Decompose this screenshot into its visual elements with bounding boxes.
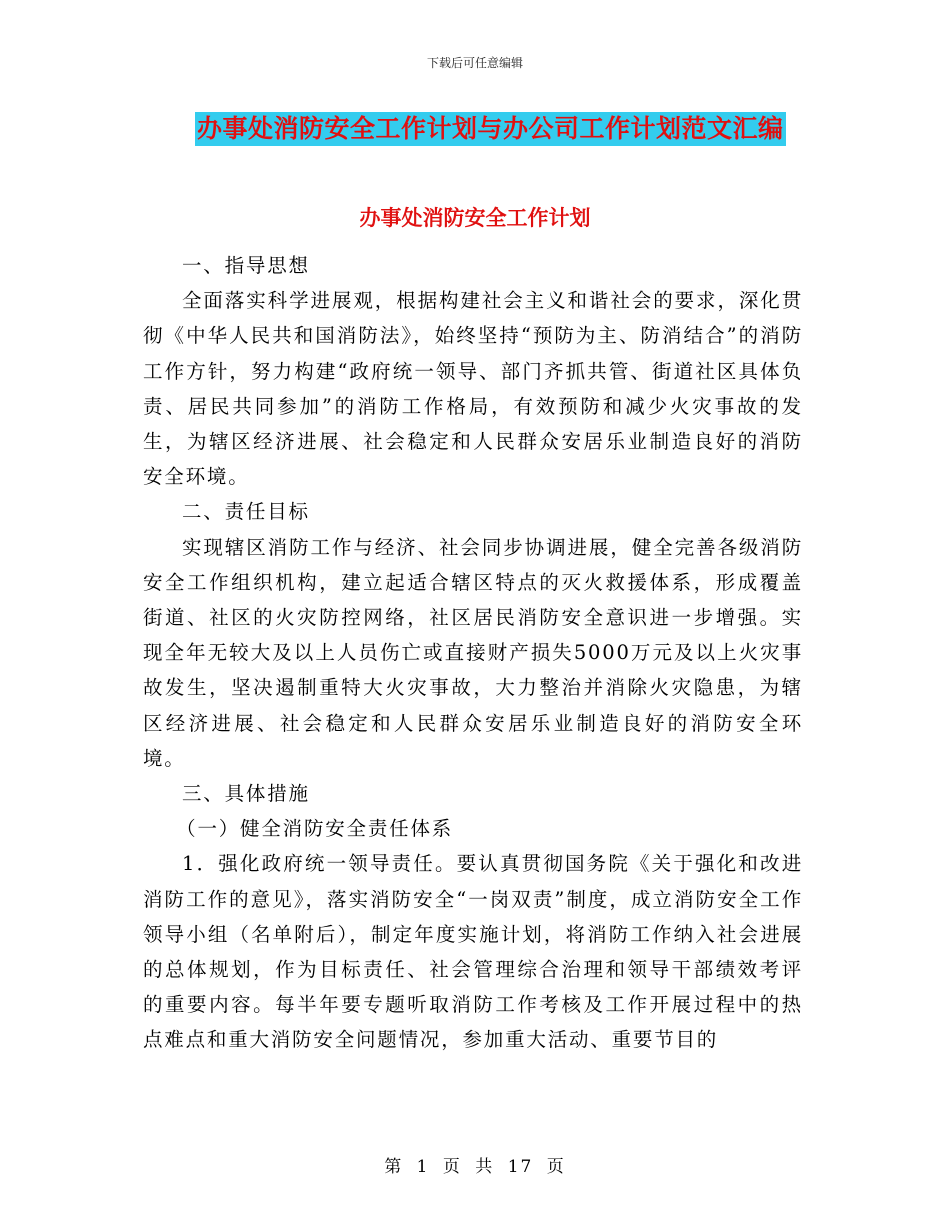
paragraph-guiding-ideology: 全面落实科学进展观，根据构建社会主义和谐社会的要求，深化贯彻《中华人民共和国消防法》，始终坚持“预防为主、防消结合”的消防工作方针，努力构建“政府统一领导、部门齐抓共管、街道社区具体负责、居民共同参加”的消防工作格局，有效预防和减少火灾事故的发生，为辖区经济进展、社会稳定和人民群众安居乐业制造良好的消防安全环境。 — [143, 289, 803, 489]
paragraph-government-leadership: 1．强化政府统一领导责任。要认真贯彻国务院《关于强化和改进消防工作的意见》，落实消防安全“一岗双责”制度，成立消防安全工作领导小组（名单附后），制定年度实施计划，将消防工作纳入社会进展的总体规划，作为目标责任、社会管理综合治理和领导干部绩效考评的重要内容。每半年要专题听取消防工作考核及工作开展过程中的热点难点和重大消防安全问题情况，参加重大活动、重要节目的 — [143, 852, 803, 1052]
paragraph-responsibility-goals: 实现辖区消防工作与经济、社会同步协调进展，健全完善各级消防安全工作组织机构，建立起适合辖区特点的灭火救援体系，形成覆盖街道、社区的火灾防控网络，社区居民消防安全意识进一步增强。实现全年无较大及以上人员伤亡或直接财产损失5000万元及以上火灾事故发生，坚决遏制重特大火灾事故，大力整治并消除火灾隐患，为辖区经济进展、社会稳定和人民群众安居乐业制造良好的消防安全环境。 — [143, 535, 803, 770]
page-number: 第 1 页 共 17 页 — [384, 1157, 566, 1177]
heading-responsibility-goals: 二、责任目标 — [182, 500, 310, 524]
subheading-responsibility-system: （一）健全消防安全责任体系 — [176, 817, 454, 841]
main-title: 办事处消防安全工作计划与办公司工作计划范文汇编 — [195, 112, 786, 146]
heading-specific-measures: 三、具体措施 — [182, 782, 310, 806]
heading-guiding-ideology: 一、指导思想 — [182, 254, 310, 277]
section-title: 办事处消防安全工作计划 — [359, 205, 591, 230]
header-note: 下载后可任意编辑 — [426, 56, 523, 70]
body-text — [143, 248, 803, 1058]
